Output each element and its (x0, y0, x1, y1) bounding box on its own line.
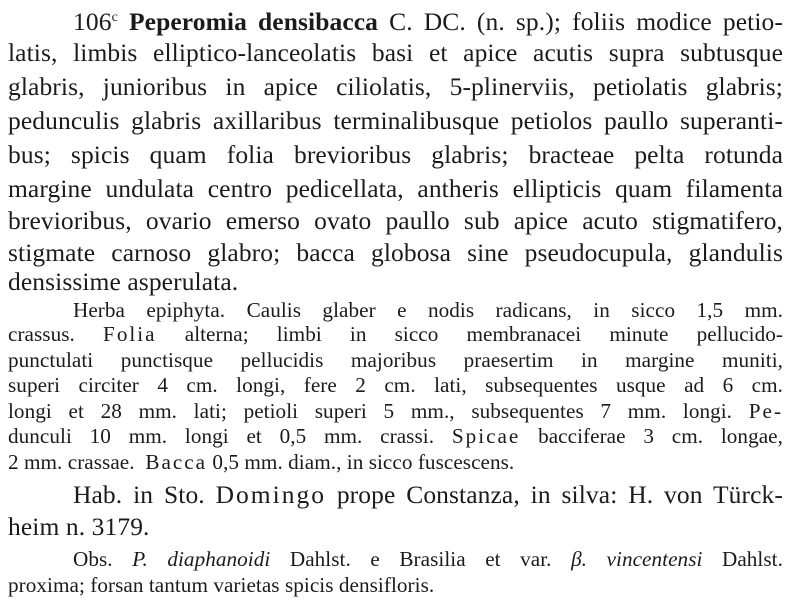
description-line: longi et 28 mm. lati; petioli superi 5 mm., subsequentes 7 mm. longi. Pe- (8, 399, 783, 423)
species-author: C. DC. (n. sp.); (389, 7, 562, 36)
spaced-term: Bacca (145, 450, 208, 474)
description-line: crassus. Folia alterna; limbi in sicco membranacei minute pellucido- (8, 322, 783, 346)
description-line: 2 mm. crassae. Bacca 0,5 mm. diam., in sicco fuscescens. (8, 450, 515, 474)
spaced-term: Pe- (748, 399, 783, 423)
observation-line: proxima; forsan tantum varietas spicis densifloris. (8, 573, 435, 597)
diagnosis-line: stigmate carnoso glabro; bacca globosa sine pseudocupula, glandulis (8, 238, 783, 267)
diagnosis-line: glabris, junioribus in apice ciliolatis, 5-plinerviis, petiolatis glabris; (8, 72, 783, 101)
entry-heading-line (73, 6, 783, 37)
description-line: dunculi 10 mm. longi et 0,5 mm. crassi. Spicae bacciferae 3 cm. longae, (8, 424, 783, 448)
diagnosis-line: latis, limbis elliptico-lanceolatis basi et apice acutis supra subtusque (8, 38, 783, 67)
variety-reference: β. vincentensi (571, 547, 703, 571)
habitat-line: heim n. 3179. (8, 512, 150, 541)
description-line: superi circiter 4 cm. longi, fere 2 cm. lati, subsequentes usque ad 6 cm. (8, 373, 783, 397)
description-line: Herba epiphyta. Caulis glaber e nodis radicans, in sicco 1,5 mm. (73, 298, 783, 322)
spaced-term: Folia (103, 322, 157, 346)
diagnosis-text: foliis modice petio- (572, 7, 783, 36)
diagnosis-line: margine undulata centro pedicellata, antheris ellipticis quam filamenta (8, 174, 783, 203)
habitat-line: Hab. in Sto. Domingo prope Constanza, in silva: H. von Türck- (73, 480, 783, 509)
entry-number: 106$^c$ (73, 7, 118, 36)
habitat-label: Hab. (73, 480, 123, 509)
diagnosis-line: brevioribus, ovario emerso ovato paullo sub apice acuto stigmatifero, (8, 206, 783, 235)
diagnosis-line: densissime asperulata. (8, 267, 239, 296)
description-lead: Herba epiphyta. (73, 298, 226, 322)
observation-line: Obs. P. diaphanoidi Dahlst. e Brasilia et var. β. vincentensi Dahlst. (73, 547, 783, 571)
diagnosis-line: bus; spicis quam folia brevioribus glabris; bracteae pelta rotunda (8, 140, 783, 169)
observation-label: Obs. (73, 547, 113, 571)
species-reference: P. diaphanoidi (132, 547, 271, 571)
spaced-term: Spicae (451, 424, 521, 448)
description-line: punctulati punctisque pellucidis majoribus praesertim in margine muniti, (8, 348, 783, 372)
species-name: Peperomia densibacca (128, 7, 379, 36)
diagnosis-line: pedunculis glabris axillaribus terminalibusque petiolos paullo superanti- (8, 106, 783, 135)
habitat-place: Domingo (215, 480, 326, 509)
